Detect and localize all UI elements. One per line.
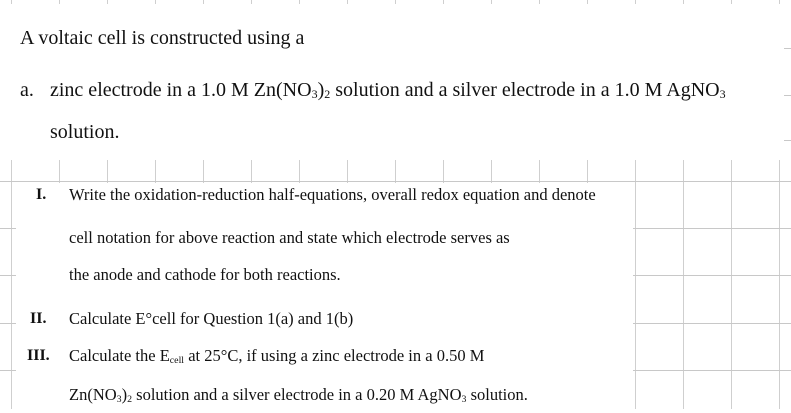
grid-line: [635, 0, 636, 4]
question-2-number: II.: [30, 310, 47, 327]
grid-line: [155, 0, 156, 4]
grid-line: [784, 140, 791, 141]
grid-line: [539, 0, 540, 4]
grid-line: [491, 0, 492, 4]
question-1-line2: cell notation for above reaction and state which electrode serves as: [69, 228, 510, 247]
question-1-line3: the anode and cathode for both reactions.: [69, 265, 341, 284]
grid-line: [683, 0, 684, 4]
grid-line: [299, 0, 300, 4]
question-3-line1: Calculate the $E_{cell}$ at 25°C, if using a zinc electrode in a 0.50 M: [69, 346, 485, 366]
part-a-label: a.: [20, 79, 34, 101]
grid-line: [251, 0, 252, 4]
grid-line: [395, 0, 396, 4]
grid-line: [731, 0, 732, 4]
grid-line: [635, 160, 636, 409]
grid-line: [779, 0, 780, 4]
grid-line: [784, 95, 791, 96]
part-a-line2: solution.: [50, 121, 120, 143]
grid-line: [59, 0, 60, 4]
grid-line: [11, 0, 12, 4]
intro-text: A voltaic cell is constructed using a: [20, 27, 305, 49]
grid-line: [683, 160, 684, 409]
question-box: [16, 183, 633, 413]
question-1-line1: Write the oxidation-reduction half-equations, overall redox equation and denote: [69, 185, 596, 204]
grid-line: [587, 0, 588, 4]
grid-line: [443, 0, 444, 4]
grid-line: [11, 160, 12, 409]
grid-line: [203, 0, 204, 4]
part-a-line1: zinc electrode in a 1.0 M $Zn(NO_3)_2$ solution and a silver electrode in a 1.0 M AgNO$_3$: [50, 79, 726, 101]
grid-line: [731, 160, 732, 409]
grid-line: [784, 48, 791, 49]
grid-line: [347, 0, 348, 4]
grid-line: [0, 181, 791, 182]
question-1-number: I.: [36, 186, 47, 203]
grid-line: [107, 0, 108, 4]
question-2-line1: Calculate E°cell for Question 1(a) and 1(b): [69, 309, 354, 328]
grid-line: [779, 160, 780, 409]
question-3-number: III.: [27, 347, 50, 364]
question-3-line2: $Zn(NO_3)_2$ solution and a silver electrode in a 0.20 M AgNO$_3$ solution.: [69, 385, 528, 405]
